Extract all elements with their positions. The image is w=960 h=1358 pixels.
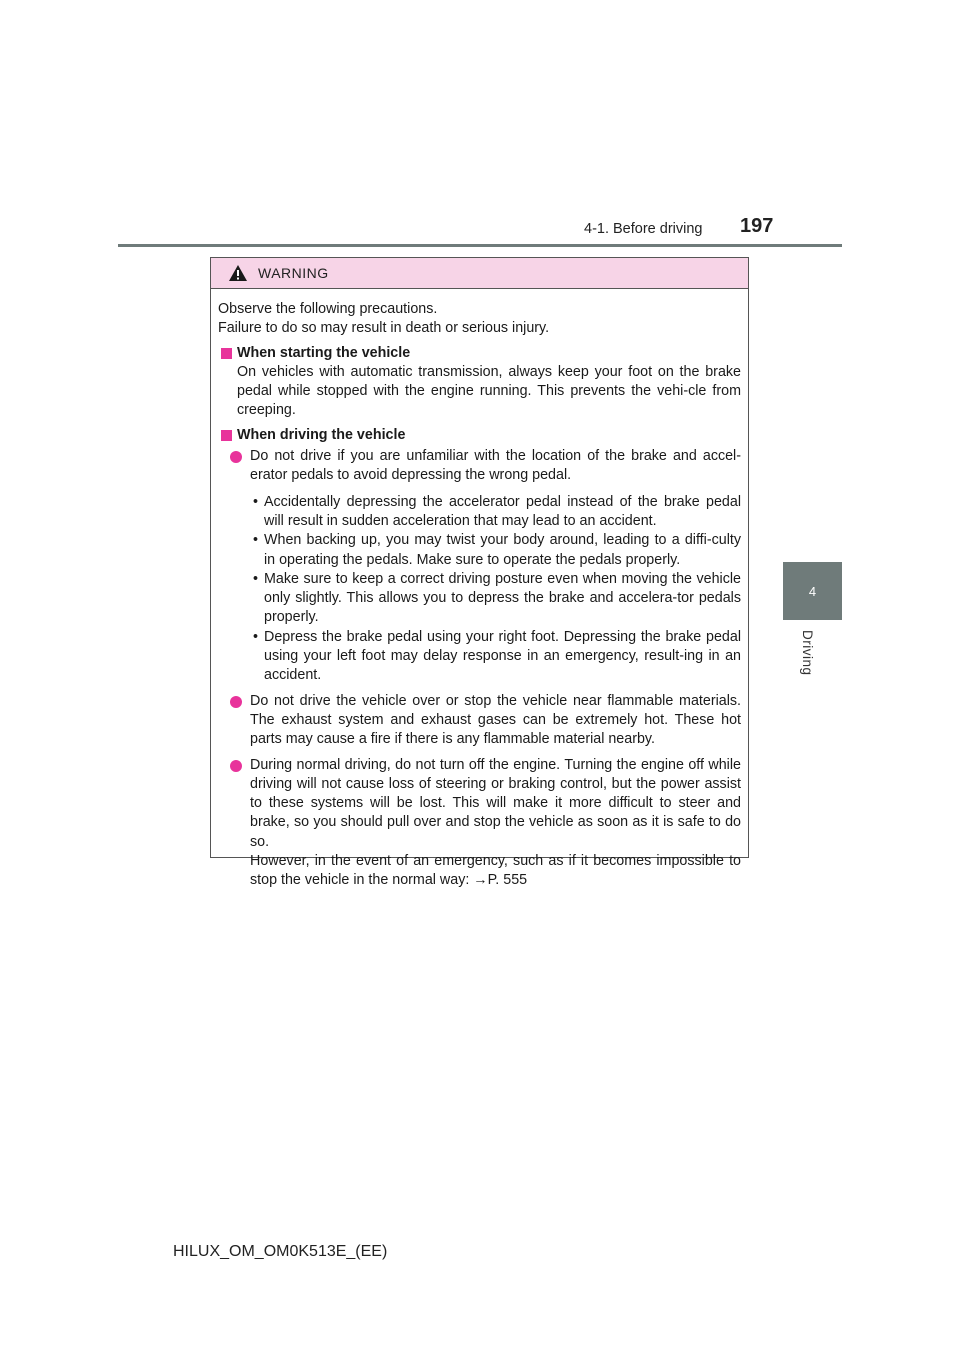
bullet-text: Do not drive the vehicle over or stop the vehicle near flammable materials. The exhaust system and exhaust gases can be extremely hot. These hot parts may cause a fire if there is any flammable material nearby. bbox=[250, 692, 741, 748]
circle-bullet-icon bbox=[230, 451, 242, 463]
bullet-item bbox=[218, 756, 741, 891]
sub-list-text: Make sure to keep a correct driving posture even when moving the vehicle only slightly. This allows you to depress the brake and accelera-tor pedals properly. bbox=[264, 570, 741, 626]
header-section-title: 4-1. Before driving bbox=[584, 221, 703, 237]
middle-dot-icon: • bbox=[253, 493, 259, 510]
sub-list-text: When backing up, you may twist your body around, leading to a diffi-culty in operating the pedals. Make sure to operate the pedals properly. bbox=[264, 532, 741, 568]
square-bullet-icon bbox=[221, 348, 232, 359]
sub-list-item bbox=[218, 628, 741, 686]
warning-box bbox=[210, 257, 749, 889]
sub-list-text: Accidentally depressing the accelerator pedal instead of the brake pedal will result in sudden acceleration that may lead to an accident. bbox=[264, 493, 741, 529]
middle-dot-icon: • bbox=[253, 570, 259, 587]
bullet-text: Do not drive if you are unfamiliar with the location of the brake and accel-erator pedals to avoid depressing the wrong pedal. bbox=[250, 448, 741, 484]
middle-dot-icon: • bbox=[253, 532, 259, 549]
footer-doc-id: HILUX_OM_OM0K513E_(EE) bbox=[173, 1243, 388, 1260]
chapter-label: Driving bbox=[800, 630, 815, 676]
chapter-number: 4 bbox=[808, 583, 817, 599]
sub-list-item bbox=[218, 570, 741, 628]
warning-body bbox=[211, 289, 748, 891]
bullet-item bbox=[218, 447, 741, 686]
section-heading-text: When driving the vehicle bbox=[237, 426, 406, 443]
bullet-text: During normal driving, do not turn off the engine. Turning the engine off while driving will not cause loss of steering or braking control, but the power assist to these systems will be lost. This will make it more difficult to steer and brake, so you should pull over and stop the vehicle as soon as it is safe to do so. bbox=[250, 756, 741, 850]
section-heading-starting bbox=[218, 344, 741, 363]
section-text-starting: On vehicles with automatic transmission, always keep your foot on the brake pedal while stopped with the engine running. This prevents the vehi-cle from creeping. bbox=[237, 363, 741, 419]
warning-title: WARNING bbox=[258, 265, 329, 281]
intro-line-1: Observe the following precautions. bbox=[218, 301, 438, 317]
intro-line-2: Failure to do so may result in death or serious injury. bbox=[218, 320, 550, 337]
square-bullet-icon bbox=[221, 430, 232, 441]
sub-list-item bbox=[218, 493, 741, 532]
chapter-tab bbox=[783, 562, 842, 620]
page-number: 197 bbox=[740, 215, 774, 237]
section-heading-driving bbox=[218, 426, 741, 445]
warning-header bbox=[211, 258, 748, 289]
bullet-item bbox=[218, 692, 741, 750]
middle-dot-icon: • bbox=[253, 628, 259, 645]
bullet-text-reference: However, in the event of an emergency, such as if it becomes impossible to stop the vehicle in the normal way: →P. 555 bbox=[250, 853, 741, 889]
sub-list-item bbox=[218, 531, 741, 570]
sub-list-text: Depress the brake pedal using your right foot. Depressing the brake pedal using your left foot may delay response in an emergency, result-ing in an accident. bbox=[264, 628, 741, 684]
circle-bullet-icon bbox=[230, 696, 242, 708]
section-heading-text: When starting the vehicle bbox=[237, 344, 411, 361]
sub-list bbox=[218, 493, 741, 686]
warning-triangle-icon bbox=[228, 264, 248, 282]
header-rule bbox=[118, 244, 842, 247]
circle-bullet-icon bbox=[230, 760, 242, 772]
